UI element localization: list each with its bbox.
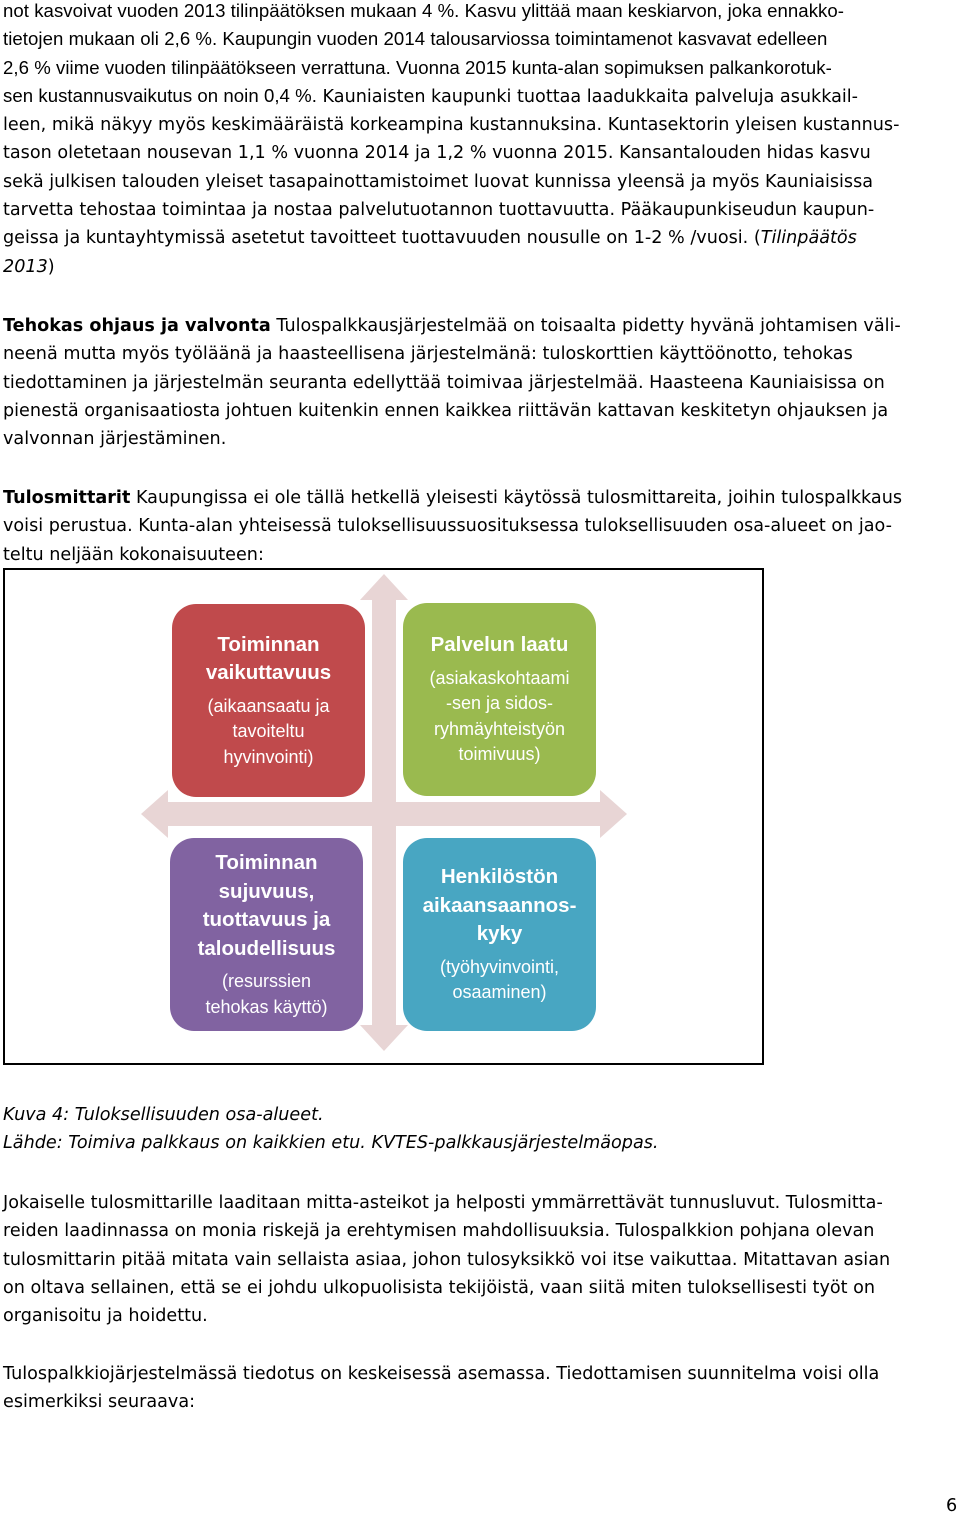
text-line: voisi perustua. Kunta-alan yhteisessä tuloksellisuussuosituksessa tuloksellisuuden osa-alueet on jao- xyxy=(3,516,892,537)
text-line: valvonnan järjestäminen. xyxy=(3,429,227,450)
tile-subtitle xyxy=(205,969,327,1020)
tile-subtitle-line: (resurssien xyxy=(221,971,312,991)
text-segment: sen kustannusvaikutus on noin 0,4 %. xyxy=(3,84,317,106)
text-line xyxy=(3,224,953,252)
results-areas-diagram xyxy=(3,568,764,1065)
tile-subtitle-line: ryhmäyhteistyön xyxy=(433,718,566,739)
text-segment: geissa ja kuntayhtymissä asetetut tavoitteet tuottavuuden nousulle on 1-2 % /vuosi. ( xyxy=(3,228,761,249)
tile-title-line: Toiminnan xyxy=(215,851,318,874)
section-heading: Tehokas ohjaus ja valvonta xyxy=(3,316,271,336)
text-line xyxy=(3,253,953,281)
cross-arrows xyxy=(5,570,762,1063)
text-line: tason oletetaan nousevan 1,1 % vuonna 2014 ja 1,2 % vuonna 2015. Kansantalouden hidas kasvu xyxy=(3,143,871,164)
text-line: Jokaiselle tulosmittarille laaditaan mitta-asteikot ja helposti ymmärrettävät tunnusluvut. Tulosmitta- xyxy=(3,1193,883,1213)
tile-title xyxy=(206,631,331,688)
tile-subtitle xyxy=(429,666,569,768)
reference-text: Tilinpäätös xyxy=(760,228,857,249)
tile-title-line: kyky xyxy=(476,922,523,946)
tile-title xyxy=(198,849,336,963)
text-line: not kasvoivat vuoden 2013 tilinpäätöksen mukaan 4 %. Kasvu ylittää maan keskiarvon, joka ennakko- xyxy=(3,0,845,21)
reference-text: 2013 xyxy=(3,256,48,277)
figure-caption: Kuva 4: Tuloksellisuuden osa-alueet. xyxy=(3,1105,324,1125)
text-line: teltu neljään kokonaisuuteen: xyxy=(3,544,264,565)
tile-subtitle-line: (aikaansaatu ja xyxy=(207,695,330,716)
tile-subtitle-line: tavoiteltu xyxy=(232,721,305,742)
text-segment: ) xyxy=(47,256,55,277)
paragraph-tiedotus xyxy=(3,1360,953,1417)
text-line: reiden laadinnassa on monia riskejä ja erehtymisen mahdollisuuksia. Tulospalkkion pohjana olevan xyxy=(3,1221,875,1242)
text-line: tiedottaminen ja järjestelmän seuranta edellyttää toimivaa järjestelmää. Haasteena Kauniaisissa on xyxy=(3,372,885,393)
figure-source: Lähde: Toimiva palkkaus on kaikkien etu. KVTES-palkkausjärjestelmäopas. xyxy=(3,1133,659,1153)
tile-subtitle-line: tehokas käyttö) xyxy=(205,996,328,1017)
tile-title-line: vaikuttavuus xyxy=(205,661,332,685)
section-mittarit xyxy=(3,484,953,569)
page-number: 6 xyxy=(946,1496,958,1516)
tile-sujuvuus xyxy=(170,838,363,1031)
tile-title-line: taloudellisuus xyxy=(197,936,336,960)
tile-palvelun-laatu xyxy=(403,603,596,796)
text-line: tulosmittarin pitää mitata vain sellaista asiaa, johon tulosyksikkö voi itse vaikuttaa. Mitattavan asian xyxy=(3,1249,891,1270)
tile-title-line: aikaansaannos- xyxy=(422,893,577,917)
tile-vaikuttavuus xyxy=(172,604,365,797)
text-line xyxy=(3,312,953,340)
tile-title xyxy=(423,863,577,949)
text-segment: Kaupungissa ei ole tällä hetkellä yleisesti käytössä tulosmittareita, joihin tulospalkkaus xyxy=(130,488,903,508)
tile-subtitle xyxy=(440,955,559,1006)
text-line: organisoitu ja hoidettu. xyxy=(3,1306,208,1327)
tile-henkiloston-kyky xyxy=(403,838,596,1031)
text-line: tarvetta tehostaa toimintaa ja nostaa palvelutuotannon tuottavuutta. Pääkaupunkiseudun kaupun- xyxy=(3,200,875,221)
text-line: leen, mikä näkyy myös keskimääräistä korkeampina kustannuksina. Kuntasektorin yleisen kustannus- xyxy=(3,115,900,136)
section-ohjaus xyxy=(3,312,953,453)
tile-subtitle-line: -sen ja sidos- xyxy=(445,693,554,714)
text-line: on oltava sellainen, että se ei johdu ulkopuolisista tekijöistä, vaan siitä miten tuloksellisesti työt on xyxy=(3,1277,876,1298)
text-line: sekä julkisen talouden yleiset tasapainottamistoimet luovat kunnissa yleensä ja myös Kauniaisissa xyxy=(3,171,874,192)
text-line: tietojen mukaan oli 2,6 %. Kaupungin vuoden 2014 talousarviossa toimintamenot kasvavat edelleen xyxy=(3,28,828,50)
intro-paragraph xyxy=(3,0,953,281)
tile-subtitle-line: (asiakaskohtaami xyxy=(429,667,570,688)
text-segment: Tulospalkkausjärjestelmää on toisaalta pidetty hyvänä johtamisen väli- xyxy=(270,316,901,336)
text-line: pienestä organisaatiosta johtuen kuitenkin ennen kaikkea riittävän kattavan keskitetyn ohjauksen ja xyxy=(3,400,889,421)
tile-subtitle-line: (työhyvinvointi, xyxy=(439,956,560,977)
section-heading: Tulosmittarit xyxy=(3,488,131,508)
tile-title xyxy=(431,631,569,660)
tile-title-line: Palvelun laatu xyxy=(430,633,569,657)
tile-title-line: Henkilöstön xyxy=(440,865,559,889)
tile-subtitle-line: hyvinvointi) xyxy=(223,746,314,767)
tile-title-line: sujuvuus, xyxy=(218,879,315,903)
tile-subtitle-line: osaaminen) xyxy=(452,982,547,1003)
text-line: 2,6 % viime vuoden tilinpäätökseen verrattuna. Vuonna 2015 kunta-alan sopimuksen palkankorotuk- xyxy=(3,56,832,78)
tile-title-line: tuottavuus ja xyxy=(202,908,331,931)
text-line: Tulospalkkiojärjestelmässä tiedotus on keskeisessä asemassa. Tiedottamisen suunnitelma voisi olla xyxy=(3,1364,880,1384)
text-line: sen kustannusvaikutus on noin 0,4 %. Kauniaisten kaupunki tuottaa laadukkaita palveluja asukkail- xyxy=(3,84,859,107)
paragraph-mittari xyxy=(3,1189,953,1330)
tile-subtitle-line: toimivuus) xyxy=(458,744,541,765)
text-line: esimerkiksi seuraava: xyxy=(3,1392,196,1413)
tile-subtitle xyxy=(207,694,329,771)
tile-title-line: Toiminnan xyxy=(217,632,320,656)
text-line xyxy=(3,484,953,512)
text-line: neenä mutta myös työläänä ja haasteellisena järjestelmänä: tuloskorttien käyttöönotto, tehokas xyxy=(3,344,853,365)
